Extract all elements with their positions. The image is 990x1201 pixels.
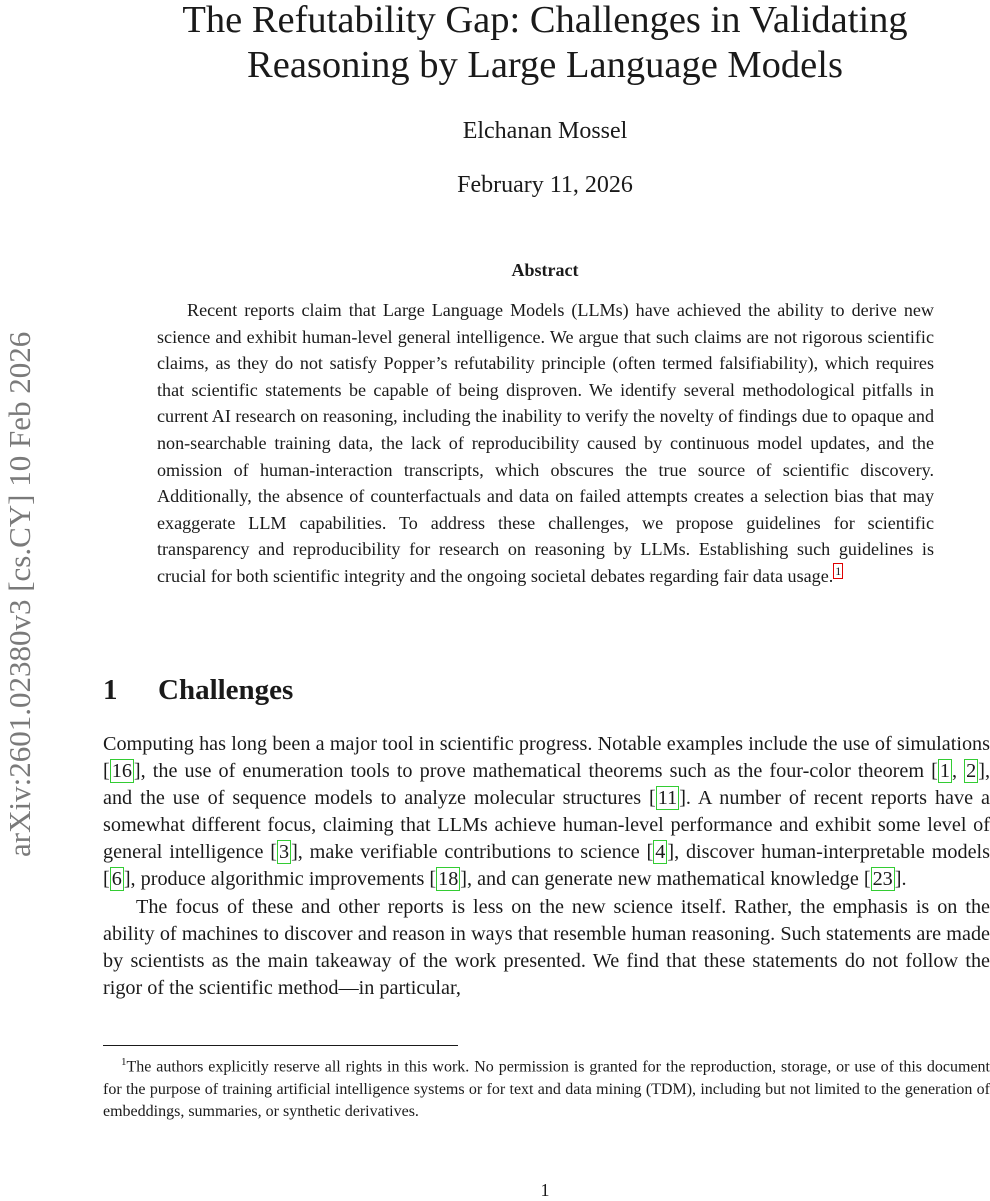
citation-link[interactable]: 23 <box>872 868 893 891</box>
citation-link[interactable]: 2 <box>966 760 977 783</box>
publication-date: February 11, 2026 <box>457 172 633 198</box>
footnote-link[interactable]: 1 <box>835 563 842 578</box>
arxiv-identifier: arXiv:2601.02380v3 [cs.CY] 10 Feb 2026 <box>2 331 37 857</box>
page-number: 1 <box>540 1180 550 1200</box>
paragraph-text: ], discover human-interpretable models [ <box>103 841 990 891</box>
paragraph-text: ]. <box>894 868 907 891</box>
citation-link[interactable]: 18 <box>438 868 459 891</box>
paper-title: The Refutability Gap: Challenges in Validating Reasoning by Large Language Models <box>182 0 908 86</box>
footnote <box>103 1051 990 1124</box>
paragraph-text: ], produce algorithmic improvements [ <box>123 868 437 891</box>
abstract-body: Recent reports claim that Large Language Models (LLMs) have achieved the ability to derive new science and exhibit human-level general intelligence. We argue that such claims are not rigorous scientific claims, as they do not satisfy Popper’s refutability principle (often termed falsifiability), which requires that scientific statements be capable of being disproven. We identify several methodological pitfalls in current AI research on reasoning, including the inability to verify the novelty of findings due to opaque and non-searchable training data, the lack of reproducibility caused by continuous model updates, and the omission of human-interaction transcripts, which obscures the true source of scientific discovery. Additionally, the absence of counterfactuals and data on failed attempts creates a selection bias that may exaggerate LLM capabilities. To address these challenges, we propose guidelines for scientific transparency and reproducibility for research on reasoning by LLMs. Establishing such guidelines is crucial for both scientific integrity and the ongoing societal debates regarding fair data usage. <box>157 300 934 586</box>
footnote-text: The authors explicitly reserve all rights in this work. No permission is granted for the reproduction, storage, or use of this document for the purpose of training artificial intelligence systems or for text and data mining (TDM), including but not limited to the generation of embeddings, summaries, or synthetic derivatives. <box>103 1058 990 1121</box>
paragraph-2: The focus of these and other reports is less on the new science itself. Rather, the emphasis is on the ability of machines to discover and reason in ways that resemble human reasoning. Such statements are made by scientists as the main takeaway of the work presented. We find that these statements do not follow the rigor of the scientific method—in particular, <box>103 895 990 999</box>
paragraph-text: ], make verifiable contributions to science [ <box>291 841 654 864</box>
citation-link[interactable]: 11 <box>657 787 678 810</box>
paragraph-text: ]. A number of recent reports have a somewhat different focus, claiming that LLMs achieve human-level performance and exhibit some level of general intelligence [ <box>103 787 990 864</box>
section-number: 1 <box>103 674 118 706</box>
abstract-text <box>157 297 934 590</box>
paragraph-text: ], and the use of sequence models to analyze molecular structures [ <box>103 760 990 810</box>
paragraph-text: ], and can generate new mathematical knowledge [ <box>460 868 871 891</box>
section-title: Challenges <box>158 674 294 706</box>
paragraph-text: , <box>951 760 965 783</box>
citation-link[interactable]: 16 <box>111 760 132 783</box>
footnote-marker: 1 <box>121 1056 127 1068</box>
citation-link[interactable]: 1 <box>939 760 950 783</box>
author-name: Elchanan Mossel <box>462 118 628 144</box>
paragraph-text: Computing has long been a major tool in scientific progress. Notable examples include the use of simulations [ <box>103 733 990 783</box>
footnote-divider <box>103 1045 458 1046</box>
section-body <box>103 731 990 1002</box>
citation-link[interactable]: 4 <box>655 841 666 864</box>
citation-link[interactable]: 3 <box>278 841 290 864</box>
section-heading <box>103 674 990 707</box>
paragraph-1 <box>103 731 990 894</box>
citation-link[interactable]: 6 <box>111 868 122 891</box>
paragraph-text: ], the use of enumeration tools to prove mathematical theorems such as the four-color theorem [ <box>133 760 938 783</box>
abstract-heading: Abstract <box>511 260 579 280</box>
